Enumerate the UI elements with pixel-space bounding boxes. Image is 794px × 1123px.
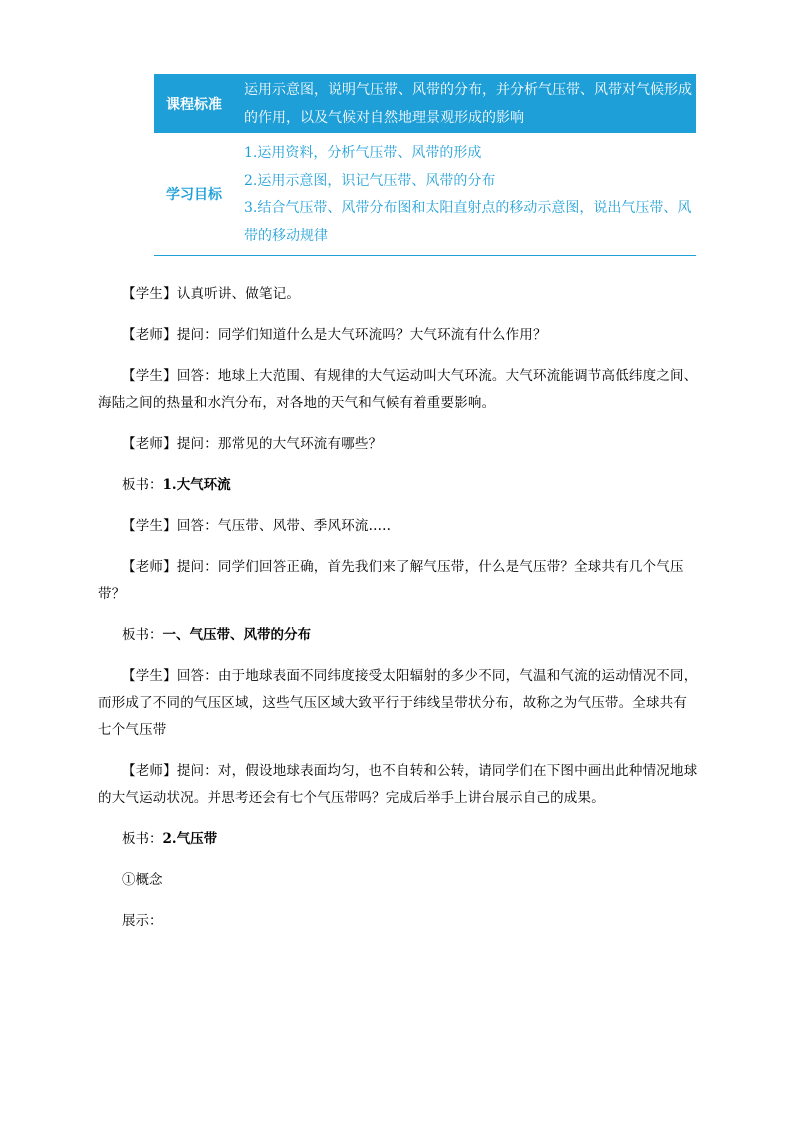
speaker-tag: 【老师】 — [122, 436, 177, 452]
dialogue-text: 回答：地球上大范围、有规律的大气运动叫大气环流。大气环流能调节高低纬度之间、海陆之间的热量和水汽分布，对各地的天气和气候有着重要影响。 — [98, 368, 698, 411]
standard-text: 运用示意图，说明气压带、风带的分布，并分析气压带、风带对气候形成的作用，以及气候对自然地理景观形成的影响 — [244, 82, 692, 126]
board-prefix: 板书： — [122, 477, 163, 493]
standard-label: 课程标准 — [166, 96, 222, 113]
dialogue-paragraph — [98, 281, 700, 308]
goal-item: 2.运用示意图，识记气压带、风带的分布 — [244, 172, 496, 189]
dialogue-text: 回答：由于地球表面不同纬度接受太阳辐射的多少不同，气温和气流的运动情况不同，而形成了不同的气压区域，这些气压区域大致平行于纬线呈带状分布，故称之为气压带。全球共有七个气压带 — [98, 668, 698, 738]
board-note — [98, 826, 700, 853]
display-line: 展示： — [122, 913, 163, 929]
goal-item: 3.结合气压带、风带分布图和太阳直射点的移动示意图，说出气压带、风带的移动规律 — [244, 200, 692, 244]
speaker-tag: 【老师】 — [122, 559, 177, 575]
board-note — [98, 472, 700, 499]
speaker-tag: 【学生】 — [122, 518, 177, 534]
dialogue-text: 认真听讲、做笔记。 — [176, 286, 301, 302]
dialogue-text: 提问：同学们知道什么是大气环流吗？大气环流有什么作用？ — [176, 327, 547, 343]
dialogue-text: 回答：气压带、风带、季风环流..... — [176, 518, 392, 534]
board-prefix: 板书： — [122, 831, 163, 847]
speaker-tag: 【学生】 — [122, 368, 177, 384]
dialogue-text: 提问：那常见的大气环流有哪些？ — [176, 436, 383, 452]
speaker-tag: 【老师】 — [122, 327, 177, 343]
dialogue-paragraph — [98, 363, 700, 417]
dialogue-paragraph — [98, 554, 700, 608]
dialogue-paragraph — [98, 663, 700, 744]
dialogue-paragraph — [98, 513, 700, 540]
board-prefix: 板书： — [122, 627, 163, 643]
board-heading: 1.大气环流 — [162, 477, 231, 493]
dialogue-paragraph — [98, 322, 700, 349]
speaker-tag: 【学生】 — [122, 286, 177, 302]
goal-item: 1.运用资料，分析气压带、风带的形成 — [244, 145, 482, 161]
standard-row — [154, 74, 696, 133]
speaker-tag: 【学生】 — [122, 668, 177, 684]
speaker-tag: 【老师】 — [122, 763, 177, 779]
board-note — [98, 622, 700, 649]
goals-label: 学习目标 — [166, 187, 222, 203]
lesson-body — [98, 281, 700, 949]
dialogue-paragraph — [98, 758, 700, 812]
dialogue-paragraph — [98, 431, 700, 458]
curriculum-table — [154, 74, 696, 256]
board-heading: 一、气压带、风带的分布 — [162, 627, 311, 643]
goals-list — [234, 133, 696, 255]
board-heading: 2.气压带 — [162, 831, 218, 847]
dialogue-text: 提问：对，假设地球表面均匀，也不自转和公转，请同学们在下图中画出此种情况地球的大气运动状况。并思考还会有七个气压带吗？完成后举手上讲台展示自己的成果。 — [98, 763, 698, 806]
concept-line: ①概念 — [122, 872, 163, 888]
dialogue-text: 提问：同学们回答正确，首先我们来了解气压带，什么是气压带？全球共有几个气压带？ — [98, 559, 684, 602]
goals-row — [154, 133, 696, 256]
